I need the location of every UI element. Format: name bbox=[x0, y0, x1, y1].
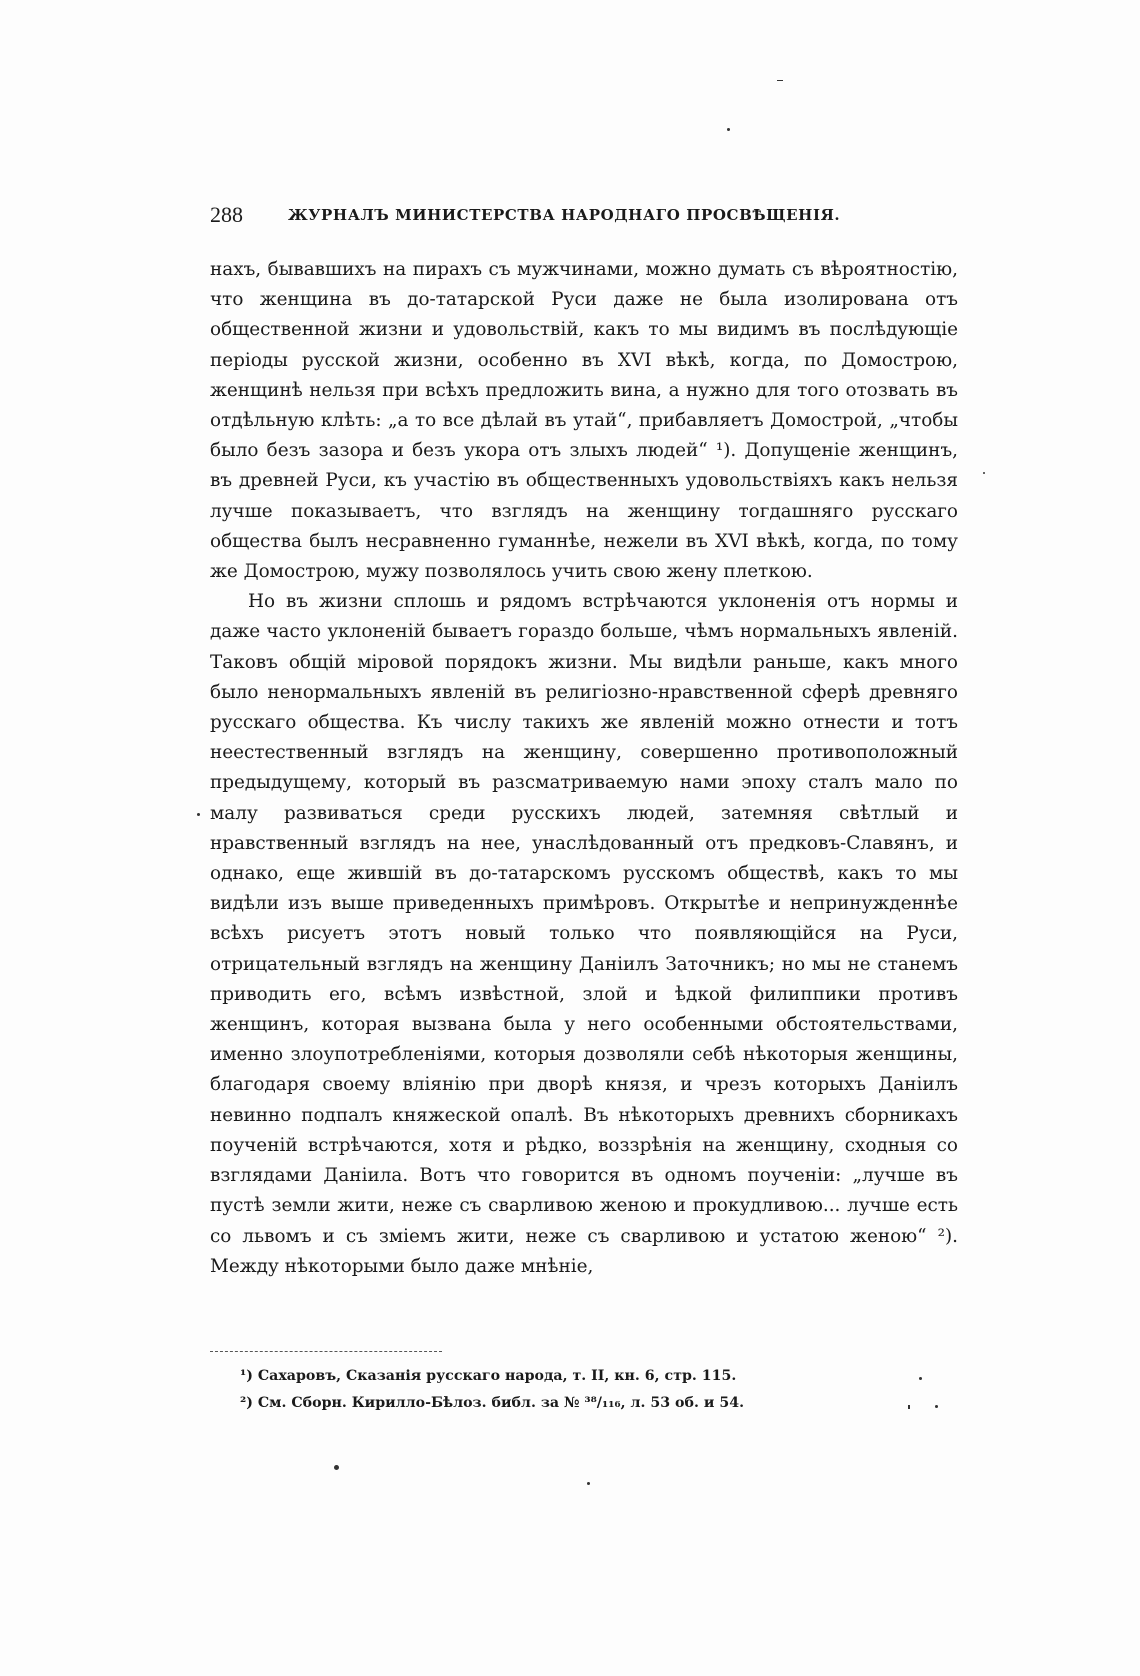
footnote-separator bbox=[210, 1351, 442, 1352]
running-title: ЖУРНАЛЪ МИНИСТЕРСТВА НАРОДНАГО ПРОСВѢЩЕНІЯ. bbox=[288, 206, 841, 224]
scan-speck bbox=[197, 813, 200, 816]
footnote-1: ¹) Сахаровъ, Сказанія русскаго народа, т. II, кн. 6, стр. 115. bbox=[240, 1368, 737, 1384]
scan-speck bbox=[777, 80, 783, 81]
scan-speck bbox=[727, 128, 730, 131]
page-header bbox=[210, 198, 958, 232]
scan-speck bbox=[908, 1405, 910, 1409]
scan-speck bbox=[334, 1465, 339, 1470]
scan-speck bbox=[919, 1377, 922, 1380]
body-text bbox=[210, 255, 958, 1282]
scan-speck bbox=[587, 1482, 590, 1485]
paragraph: Но въ жизни сплошь и рядомъ встрѣчаются уклоненія отъ нормы и даже часто уклоненій бываетъ гораздо больше, чѣмъ нормальныхъ явленій. Таковъ общій міровой порядокъ жизни. Мы видѣли раньше, какъ много было ненормальныхъ явленій въ религіозно-нравственной сферѣ древняго русскаго общества. Къ числу такихъ же явленій можно отнести и тотъ неестественный взглядъ на женщину, совершенно противоположный предыдущему, который въ разсматриваемую нами эпоху сталъ мало по малу развиваться среди русскихъ людей, затемняя свѣтлый и нравственный взглядъ на нее, унаслѣдованный отъ предковъ-Славянъ, и однако, еще жившій въ до-татарскомъ русскомъ обществѣ, какъ то мы видѣли изъ выше приведенныхъ примѣровъ. Открытѣе и непринужденнѣе всѣхъ рисуетъ этотъ новый только что появляющійся на Руси, отрицательный взглядъ на женщину Даніилъ Заточникъ; но мы не станемъ приводить его, всѣмъ извѣстной, злой и ѣдкой филиппики противъ женщинъ, которая вызвана была у него особенными обстоятельствами, именно злоупотребленіями, которыя дозволяли себѣ нѣкоторыя женщины, благодаря своему вліянію при дворѣ князя, и чрезъ которыхъ Даніилъ невинно подпалъ княжеской опалѣ. Въ нѣкоторыхъ древнихъ сборникахъ поученій встрѣчаются, хотя и рѣдко, воззрѣнія на женщину, сходныя со взглядами Даніила. Вотъ что говорится въ одномъ поученіи: „лучше въ пустѣ земли жити, неже съ сварливою женою и прокудливою... лучше есть со львомъ и съ зміемъ жити, неже съ сварливою и устатою женою“ ²). Между нѣкоторыми было даже мнѣніе, bbox=[210, 591, 958, 1277]
footnotes bbox=[240, 1363, 960, 1417]
paragraph-continuation: нахъ, бывавшихъ на пирахъ съ мужчинами, можно думать съ вѣроятностію, что женщина въ до-татарской Руси даже не была изолирована отъ общественной жизни и удовольствій, какъ то мы видимъ въ послѣдующіе періоды русской жизни, особенно въ XVI вѣкѣ, когда, по Домострою, женщинѣ нельзя при всѣхъ предложить вина, а нужно для того отозвать въ отдѣльную клѣть: „а то все дѣлай въ утай“, прибавляетъ Домострой, „чтобы было безъ зазора и безъ укора отъ злыхъ людей“ ¹). Допущеніе женщинъ, въ древней Руси, къ участію въ общественныхъ удовольствіяхъ какъ нельзя лучше показываетъ, что взглядъ на женщину тогдашняго русскаго общества былъ несравненно гуманнѣе, нежели въ XVI вѣкѣ, когда, по тому же Домострою, мужу позволялось учить свою жену плеткою. bbox=[210, 259, 958, 583]
footnote-2: ²) См. Сборн. Кирилло-Бѣлоз. библ. за № ³⁸/₁₁₆, л. 53 об. и 54. bbox=[240, 1395, 745, 1411]
page-number: 288 bbox=[210, 202, 243, 227]
scan-speck bbox=[935, 1405, 938, 1408]
scan-speck bbox=[983, 472, 985, 474]
